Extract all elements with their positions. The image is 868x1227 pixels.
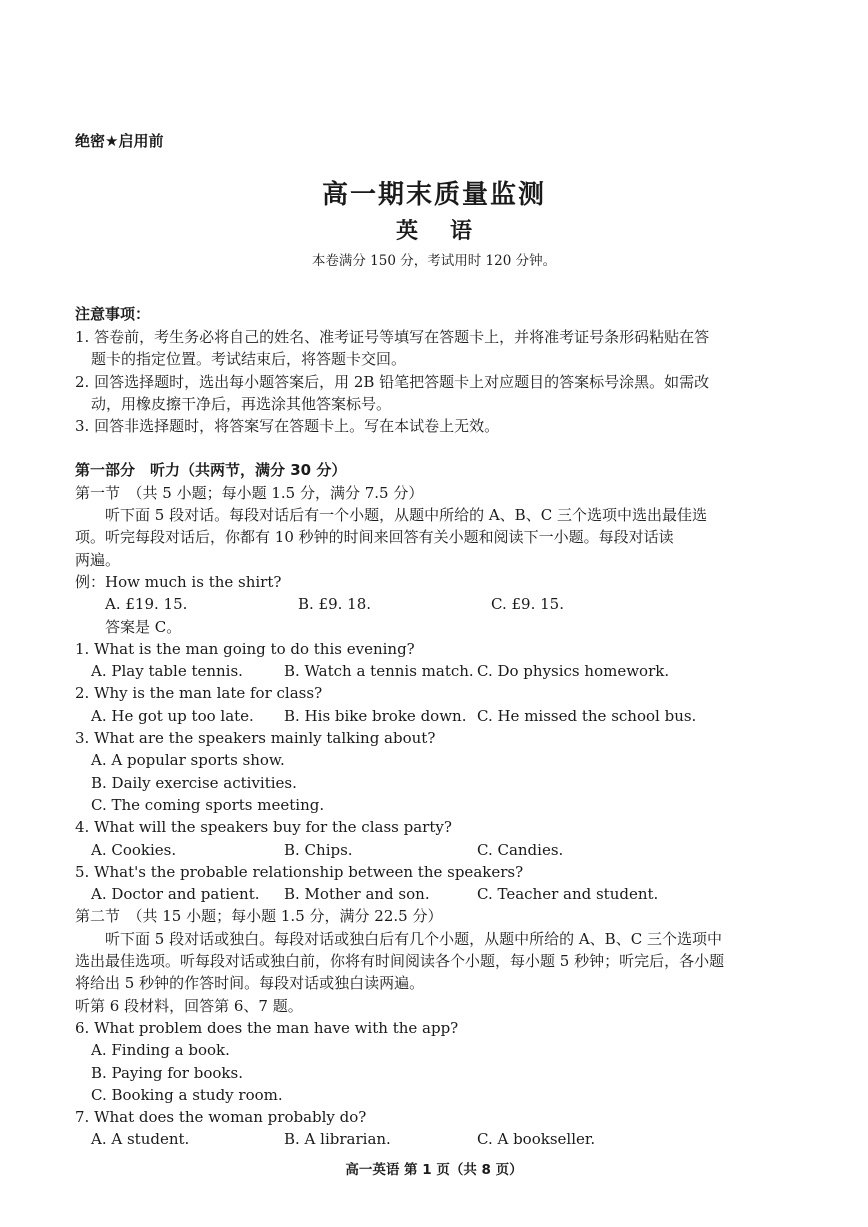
- page-footer: 高一英语 第 1 页（共 8 页）: [345, 1162, 523, 1178]
- example-answer: 答案是 C。: [105, 617, 182, 636]
- exam-subject: 英语: [395, 218, 504, 244]
- question: 6. What problem does the man have with the app?: [75, 1018, 459, 1037]
- question: 3. What are the speakers mainly talking about?: [75, 729, 436, 748]
- note-line: 题卡的指定位置。考试结束后，将答题卡交回。: [91, 350, 407, 369]
- option: A. A student.: [91, 1130, 190, 1149]
- instruction-line: 听下面 5 段对话或独白。每段对话或独白后有几个小题，从题中所给的 A、B、C 三个选项中: [105, 929, 722, 948]
- question-options: [75, 660, 797, 682]
- option: A. Doctor and patient.: [91, 885, 260, 904]
- section2-heading: 第二节 （共 15 小题；每小题 1.5 分，满分 22.5 分）: [75, 907, 443, 926]
- instruction-line: 两遍。: [75, 550, 121, 569]
- example-question: 例：How much is the shirt?: [75, 572, 282, 591]
- example-options: [75, 593, 797, 615]
- option: C. £9. 15.: [491, 595, 564, 614]
- option: B. Mother and son.: [284, 885, 430, 904]
- score-line: 本卷满分 150 分，考试用时 120 分钟。: [311, 253, 557, 269]
- part1-heading: 第一部分 听力（共两节，满分 30 分）: [75, 461, 347, 480]
- option: C. Booking a study room.: [91, 1085, 283, 1104]
- question-options: [75, 839, 797, 861]
- option: A. Cookies.: [91, 840, 177, 859]
- option: A. He got up too late.: [91, 706, 254, 725]
- option: A. £19. 15.: [105, 595, 188, 614]
- question: 1. What is the man going to do this evening?: [75, 639, 415, 658]
- option: C. He missed the school bus.: [477, 706, 697, 725]
- question-options: [75, 883, 797, 905]
- option: C. Candies.: [477, 840, 564, 859]
- question: 7. What does the woman probably do?: [75, 1108, 367, 1127]
- option: B. Paying for books.: [91, 1063, 243, 1082]
- option: C. The coming sports meeting.: [91, 795, 325, 814]
- option: B. Chips.: [284, 840, 353, 859]
- option: B. Daily exercise activities.: [91, 773, 297, 792]
- option: C. Do physics homework.: [477, 662, 670, 681]
- material-heading: 听第 6 段材料，回答第 6、7 题。: [75, 996, 303, 1015]
- question-options: [75, 705, 797, 727]
- note-line: 1. 答卷前，考生务必将自己的姓名、准考证号等填写在答题卡上，并将准考证号条形码粘贴在答: [75, 328, 710, 346]
- exam-title: 高一期末质量监测: [321, 180, 546, 210]
- confidential-label: 绝密★启用前: [75, 132, 164, 150]
- option: B. A librarian.: [284, 1130, 391, 1149]
- notes-heading: 注意事项：: [75, 305, 151, 323]
- option: C. Teacher and student.: [477, 885, 659, 904]
- note-line: 2. 回答选择题时，选出每小题答案后，用 2B 铅笔把答题卡上对应题目的答案标号涂黑。如需改: [75, 372, 710, 391]
- option: B. £9. 18.: [298, 595, 372, 614]
- question-options: [75, 1128, 797, 1150]
- instruction-line: 听下面 5 段对话。每段对话后有一个小题，从题中所给的 A、B、C 三个选项中选出最佳选: [105, 506, 707, 525]
- question: 2. Why is the man late for class?: [75, 684, 323, 703]
- exam-body: [75, 326, 797, 1151]
- question: 5. What's the probable relationship between the speakers?: [75, 862, 524, 881]
- section1-heading: 第一节 （共 5 小题；每小题 1.5 分，满分 7.5 分）: [75, 483, 424, 502]
- question: 4. What will the speakers buy for the class party?: [75, 818, 452, 837]
- option: B. His bike broke down.: [284, 706, 467, 725]
- instruction-line: 选出最佳选项。听每段对话或独白前，你将有时间阅读各个小题，每小题 5 秒钟；听完后，各小题: [75, 952, 725, 971]
- option: C. A bookseller.: [477, 1130, 596, 1149]
- instruction-line: 将给出 5 秒钟的作答时间。每段对话或独白读两遍。: [75, 974, 425, 993]
- note-line: 动，用橡皮擦干净后，再选涂其他答案标号。: [91, 394, 392, 413]
- option: A. Play table tennis.: [91, 662, 243, 681]
- option: B. Watch a tennis match.: [284, 662, 474, 681]
- option: A. A popular sports show.: [91, 751, 285, 770]
- instruction-line: 项。听完每段对话后，你都有 10 秒钟的时间来回答有关小题和阅读下一小题。每段对话读: [75, 528, 674, 547]
- option: A. Finding a book.: [91, 1041, 230, 1060]
- note-line: 3. 回答非选择题时，将答案写在答题卡上。写在本试卷上无效。: [75, 417, 500, 436]
